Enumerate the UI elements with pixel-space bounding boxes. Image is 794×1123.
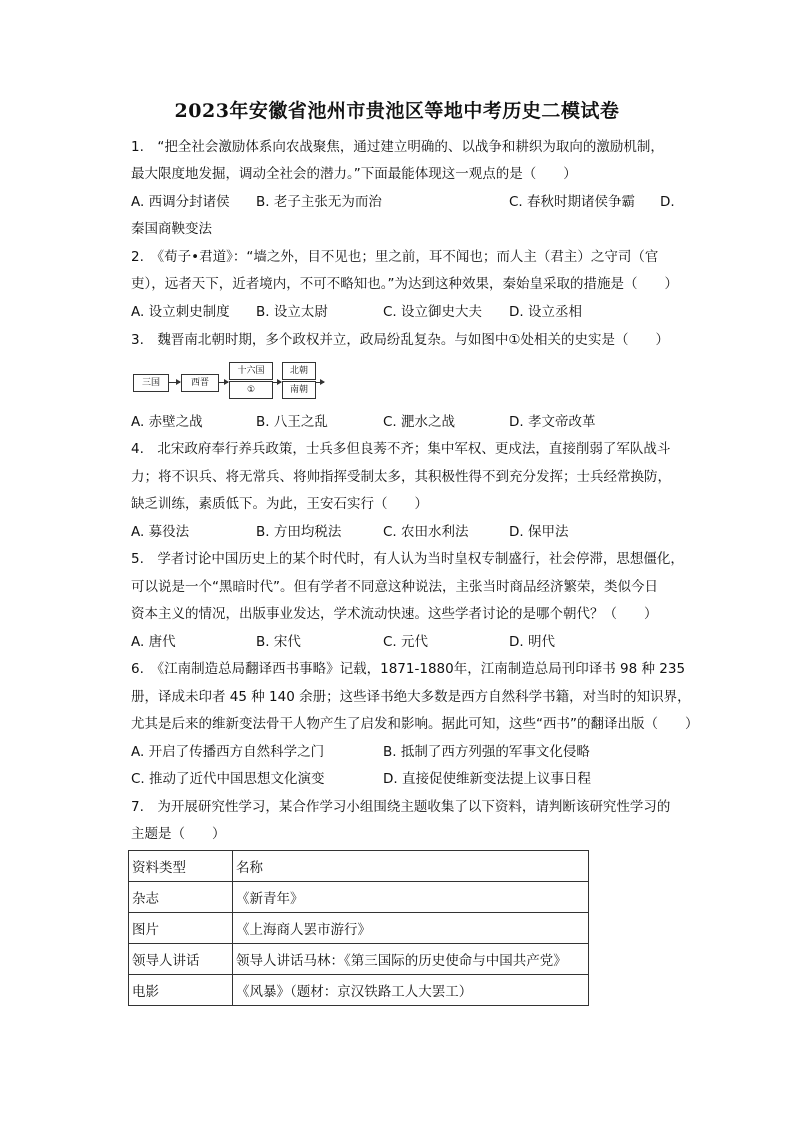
table-cell: 《新青年》 (233, 882, 589, 913)
question-4-line-1: 4. 北宋政府奉行养兵政策，士兵多但良莠不齐；集中军权、更戍法，直接削弱了军队战斗 (131, 441, 671, 457)
question-4-option-b: B. 方田均税法 (256, 524, 342, 540)
question-3-option-d: D. 孝文帝改革 (509, 414, 596, 430)
diagram-arrow (315, 382, 324, 383)
table-cell: 《上海商人罢市游行》 (233, 913, 589, 944)
table-cell: 领导人讲话 (129, 944, 233, 975)
question-4-line-3: 缺乏训练，素质低下。为此，王安石实行（ ） (131, 496, 428, 512)
question-6-line-2: 册，译成未印者 45 种 140 余册；这些译书绝大多数是西方自然科学书籍，对当时的知识界， (131, 689, 691, 705)
table-row (129, 944, 589, 975)
table-cell: 《风暴》（题材：京汉铁路工人大罢工） (233, 975, 589, 1006)
question-5-option-b: B. 宋代 (256, 634, 301, 650)
table-cell: 图片 (129, 913, 233, 944)
question-1-option-b: B. 老子主张无为而治 (256, 194, 382, 210)
table-cell: 杂志 (129, 882, 233, 913)
question-6-option-a: A. 开启了传播西方自然科学之门 (131, 744, 325, 760)
question-1-line-2: 最大限度地发掘，调动全社会的潜力。”下面最能体现这一观点的是（ ） (131, 166, 577, 182)
diagram-box-northern-dynasties: 北朝 (282, 362, 316, 380)
question-1-option-c: C. 春秋时期诸侯争霸 (509, 194, 636, 210)
diagram-box-three-kingdoms: 三国 (133, 374, 169, 392)
question-5-line-2: 可以说是一个“黑暗时代”。但有学者不同意这种说法，主张当时商品经济繁荣，类似今日 (131, 579, 658, 595)
question-6-line-1: 6. 《江南制造总局翻译西书事略》记载，1871-1880年，江南制造总局刊印译书 98 种 235 (131, 661, 686, 677)
dynasty-flow-diagram (131, 360, 331, 404)
question-6-line-3: 尤其是后来的维新变法骨干人物产生了启发和影响。据此可知，这些“西书”的翻译出版（ ） (131, 716, 699, 732)
diagram-arrow (218, 382, 228, 383)
question-3-option-b: B. 八王之乱 (256, 414, 328, 430)
question-3-option-c: C. 淝水之战 (383, 414, 456, 430)
diagram-box-sixteen-kingdoms: 十六国 (229, 362, 273, 380)
question-2-line-1: 2. 《荀子•君道》：“墙之外，目不见也；里之前，耳不闻也；而人主（君主）之守司（官 (131, 249, 659, 265)
question-1-line-1: 1. “把全社会激励体系向农战聚焦，通过建立明确的、以战争和耕织为取向的激励机制， (131, 139, 664, 155)
question-4-option-c: C. 农田水利法 (383, 524, 469, 540)
question-3-option-a: A. 赤壁之战 (131, 414, 203, 430)
diagram-box-blank-1: ① (229, 381, 273, 399)
table-row (129, 851, 589, 882)
question-7-line-1: 7. 为开展研究性学习，某合作学习小组围绕主题收集了以下资料，请判断该研究性学习的 (131, 799, 671, 815)
question-3-line-1: 3. 魏晋南北朝时期，多个政权并立，政局纷乱复杂。与如图中①处相关的史实是（ ） (131, 332, 669, 348)
question-2-option-c: C. 设立御史大夫 (383, 304, 483, 320)
question-2-line-2: 吏），远者天下，近者境内，不可不略知也。”为达到这种效果，秦始皇采取的措施是（ ） (131, 276, 678, 292)
diagram-box-southern-dynasties: 南朝 (282, 381, 316, 399)
table-header-cell: 名称 (233, 851, 589, 882)
diagram-box-western-jin: 西晋 (181, 374, 219, 392)
question-6-option-b: B. 抵制了西方列强的军事文化侵略 (383, 744, 590, 760)
table-row (129, 913, 589, 944)
question-1-option-d-text: 秦国商鞅变法 (131, 221, 212, 237)
table-row (129, 882, 589, 913)
question-6-option-d: D. 直接促使维新变法提上议事日程 (383, 771, 591, 787)
question-1-option-a: A. 西调分封诸侯 (131, 194, 230, 210)
question-5-option-a: A. 唐代 (131, 634, 176, 650)
materials-table (128, 850, 589, 1006)
table-cell: 电影 (129, 975, 233, 1006)
question-1-option-d: D. (660, 194, 675, 210)
question-5-line-1: 5. 学者讨论中国历史上的某个时代时，有人认为当时皇权专制盛行，社会停滞，思想僵化， (131, 551, 684, 567)
diagram-arrow (168, 382, 180, 383)
question-5-option-d: D. 明代 (509, 634, 555, 650)
question-2-option-d: D. 设立丞相 (509, 304, 582, 320)
page-title: 2023年安徽省池州市贵池区等地中考历史二模试卷 (174, 100, 620, 122)
question-5-line-3: 资本主义的情况，出版事业发达，学术流动快速。这些学者讨论的是哪个朝代？（ ） (131, 606, 658, 622)
question-2-option-a: A. 设立刺史制度 (131, 304, 230, 320)
question-4-option-a: A. 募役法 (131, 524, 190, 540)
table-cell: 领导人讲话马林：《第三国际的历史使命与中国共产党》 (233, 944, 589, 975)
table-row (129, 975, 589, 1006)
question-5-option-c: C. 元代 (383, 634, 429, 650)
question-6-option-c: C. 推动了近代中国思想文化演变 (131, 771, 325, 787)
question-4-line-2: 力；将不识兵、将无常兵、将帅指挥受制太多，其积极性得不到充分发挥；士兵经常换防， (131, 469, 671, 485)
question-7-line-2: 主题是（ ） (131, 826, 226, 842)
diagram-arrow (272, 382, 281, 383)
question-2-option-b: B. 设立太尉 (256, 304, 328, 320)
table-header-cell: 资料类型 (129, 851, 233, 882)
question-4-option-d: D. 保甲法 (509, 524, 569, 540)
